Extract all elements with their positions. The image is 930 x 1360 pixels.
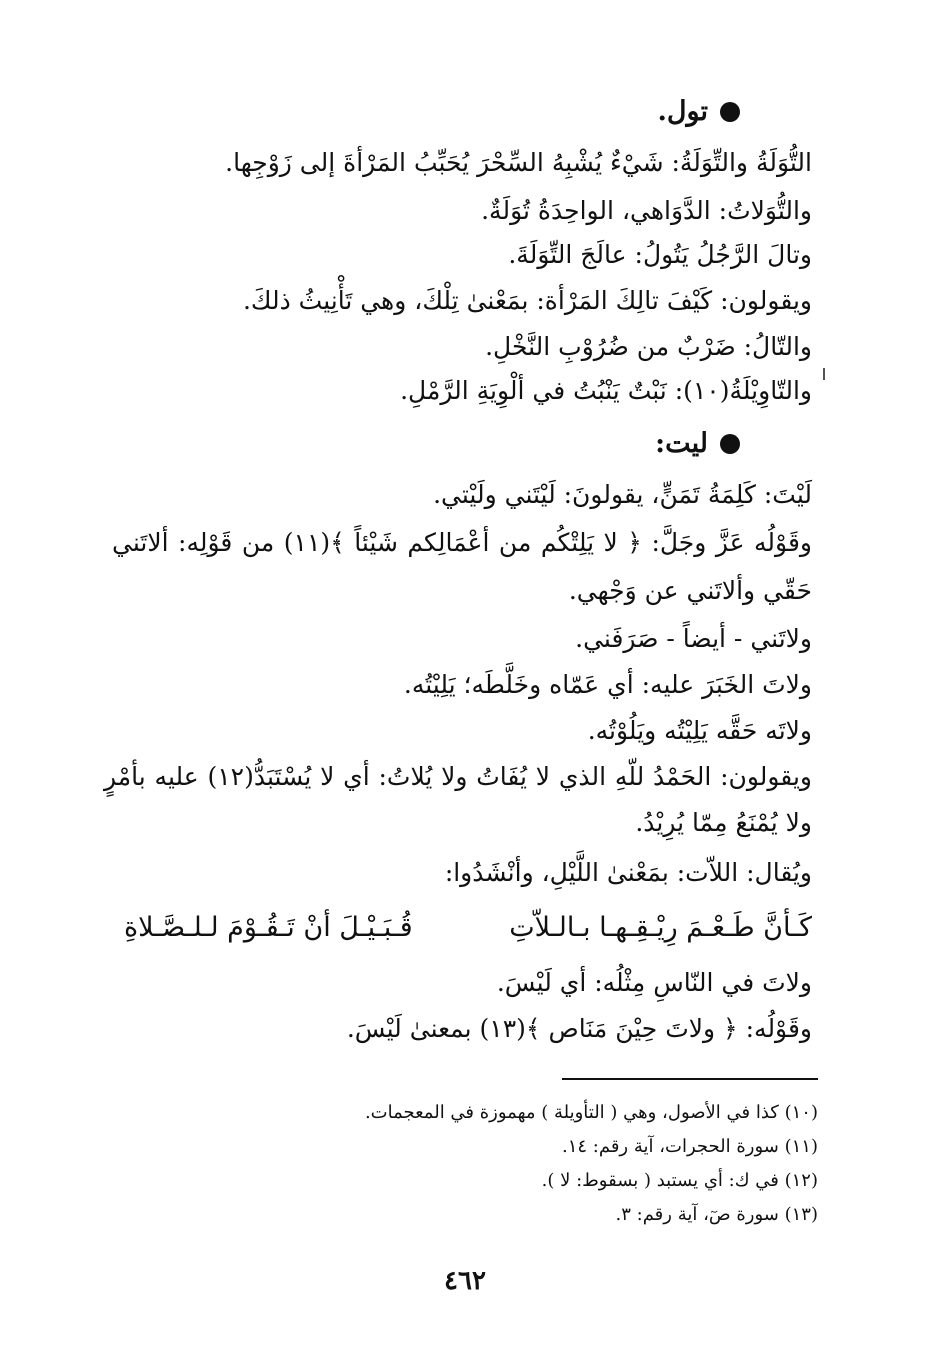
text-line: ولاتَه حَقَّه يَلِيْتُه ويَلُوْتُه. <box>587 716 812 745</box>
text-line: ولاتَ في النّاسِ مِثْلُه: أي لَيْسَ. <box>496 968 812 997</box>
entry-title: ليت: <box>655 428 708 459</box>
verse-second-hemistich: قُـبَـيْـلَ أنْ تَـقُـوْمَ لـلـصَّـلاةِ <box>124 912 413 943</box>
text-line: حَقّي وألاتَني عن وَجْهي. <box>568 576 812 605</box>
text-line: ويقولون: الحَمْدُ للّهِ الذي لا يُفَاتُ ولا يُلاتُ: أي لا يُسْتَبَدُّ(١٢) عليه بأمْرٍ <box>104 762 812 791</box>
text-line: ويُقال: اللاّت: بمَعْنىٰ اللَّيْلِ، وأنْشَدُوا: <box>444 858 812 887</box>
text-line: وقَوْلُه: ﴿ ولاتَ حِيْنَ مَنَاص ﴾(١٣) بمعنىٰ لَيْسَ. <box>346 1014 812 1043</box>
text-line: ولاتَني - أيضاً - صَرَفَني. <box>575 624 812 653</box>
entry-heading-tawl <box>658 96 740 127</box>
bullet-icon <box>720 102 740 122</box>
footnote: (١٣) سورة صٓ، آية رقم: ٣. <box>615 1204 818 1225</box>
text-line: ولاتَ الخَبَرَ عليه: أي عَمّاه وخَلَّطَه؛ يَلِيْتُه. <box>403 670 812 699</box>
text-line: التُّوَلَةُ والتِّوَلَةُ: شَيْءٌ يُشْبِهُ السِّحْرَ يُحَبِّبُ المَرْأةَ إلى زَوْجِها. <box>225 148 812 177</box>
footnote: (١٠) كذا في الأصول، وهي ( التأويلة ) مهموزة في المعجمات. <box>364 1102 818 1123</box>
text-line: ولا يُمْنَعُ مِمّا يُرِيْدُ. <box>635 808 812 837</box>
margin-mark <box>823 368 825 380</box>
bullet-icon <box>720 434 740 454</box>
text-line: لَيْتَ: كَلِمَةُ تَمَنٍّ، يقولونَ: لَيْتَني ولَيْتي. <box>433 480 812 509</box>
text-line: ويقولون: كَيْفَ تالِكَ المَرْأة: بمَعْنىٰ تِلْكَ، وهي تَأْنِيثُ ذلكَ. <box>242 286 812 315</box>
text-line: والتّاوِيْلَةُ(١٠): نَبْتٌ يَنْبُتُ في ألْوِيَةِ الرَّمْلِ. <box>400 376 812 405</box>
text-line: والتّالُ: ضَرْبٌ من ضُرُوْبِ النَّخْلِ. <box>485 332 812 361</box>
entry-heading-layt <box>655 428 740 459</box>
text-line: والتُّوَلاتُ: الدَّوَاهي، الواحِدَةُ تُوَلَةٌ. <box>481 196 812 225</box>
footnote: (١١) سورة الحجرات، آية رقم: ١٤. <box>561 1136 818 1157</box>
page-number: ٤٦٢ <box>444 1266 486 1296</box>
verse-first-hemistich: كَـأنَّ طَـعْـمَ رِيْـقِـهـا بـالـلاّتِ <box>509 912 812 943</box>
footnote: (١٢) في ك: أي يستبد ( بسقوط: لا ). <box>541 1170 818 1191</box>
entry-title: تول. <box>657 96 708 127</box>
text-line: وقَوْلُه عَزَّ وجَلَّ: ﴿ لا يَلِتْكُم من أعْمَالِكم شَيْئاً ﴾(١١) من قَوْلِه: ألاتَني <box>112 528 812 557</box>
footnote-separator <box>562 1078 818 1080</box>
text-line: وتالَ الرَّجُلُ يَتُولُ: عالَجَ التِّوَلَةَ. <box>508 240 812 269</box>
